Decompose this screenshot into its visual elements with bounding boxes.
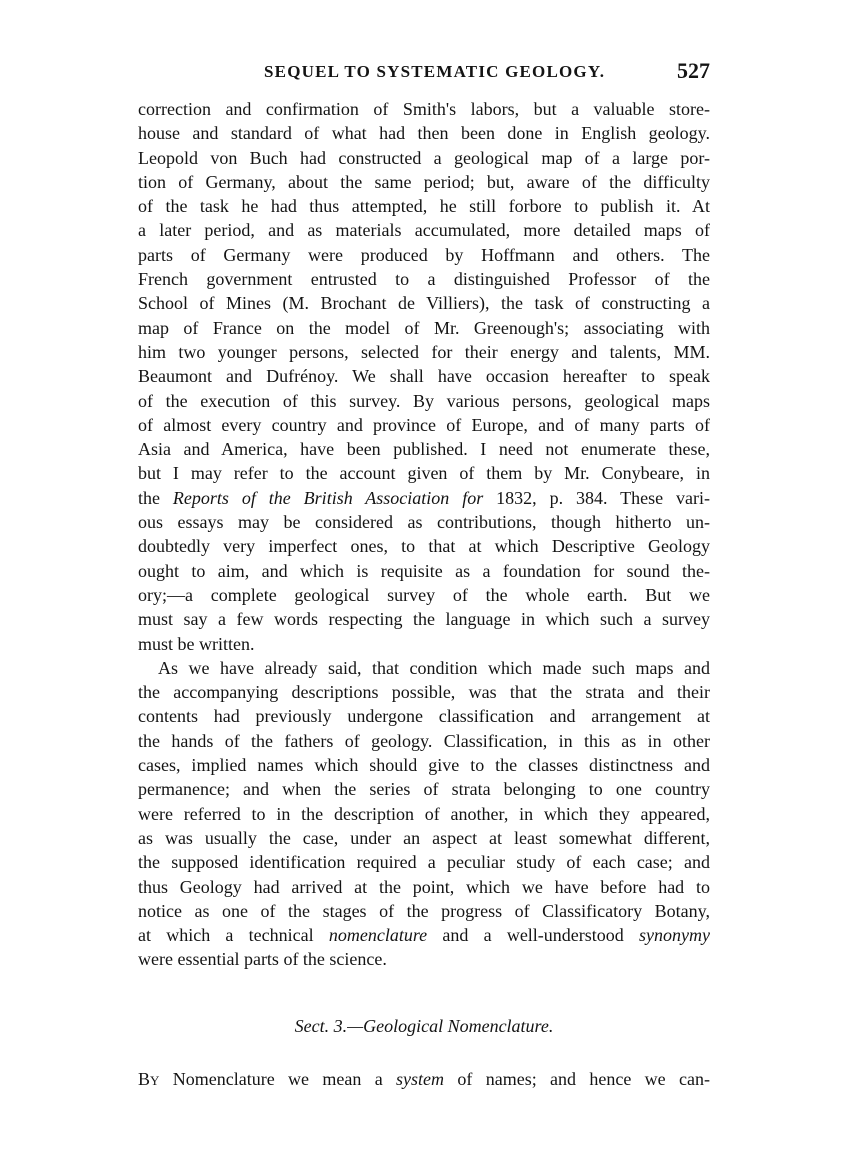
text-line: As we have already said, that condition which made such maps and — [158, 657, 710, 678]
running-head — [138, 58, 710, 88]
section-number: Sect. 3.— — [294, 1016, 364, 1036]
text-run: of names; and hence we can- — [444, 1069, 710, 1089]
text-line: were referred to in the description of another, in which they appeared, — [138, 803, 710, 824]
text-run: Nomenclature we mean a — [159, 1069, 397, 1089]
text-line: French government entrusted to a distinguished Professor of the — [138, 269, 710, 290]
text-line: permanence; and when the series of strata belonging to one country — [138, 779, 710, 800]
text-line: but I may refer to the account given of them by Mr. Conybeare, in — [138, 463, 710, 484]
text-line-with-italic — [138, 923, 710, 947]
paragraph-2 — [138, 656, 710, 972]
text-line: were essential parts of the science. — [138, 949, 387, 970]
text-line: cases, implied names which should give to the classes distinctness and — [138, 755, 710, 776]
text-run: and a well-understood — [427, 925, 640, 946]
text-line: must say a few words respecting the language in which such a survey — [138, 609, 710, 630]
text-line: Beaumont and Dufrénoy. We shall have occasion hereafter to speak — [138, 366, 710, 387]
italic-term: system — [396, 1069, 445, 1089]
text-line: of the execution of this survey. By various persons, geological maps — [138, 390, 710, 411]
text-line: Leopold von Buch had constructed a geological map of a large por- — [138, 147, 710, 168]
text-line: Asia and America, have been published. I need not enumerate these, — [138, 439, 710, 460]
text-run: the — [138, 487, 173, 508]
text-line: School of Mines (M. Brochant de Villiers), the task of constructing a — [138, 293, 710, 314]
italic-title: Reports of the British Association for — [172, 487, 484, 508]
text-line: him two younger persons, selected for their energy and talents, MM. — [138, 341, 710, 362]
text-line: house and standard of what had then been done in English geology. — [138, 123, 710, 144]
text-line: notice as one of the stages of the progress of Classificatory Botany, — [138, 900, 710, 921]
page-number: 527 — [677, 58, 710, 83]
italic-term: nomenclature — [328, 925, 428, 946]
section-title: Geological Nomenclature. — [363, 1016, 554, 1036]
body-text — [138, 97, 710, 972]
text-line-with-italic — [138, 1067, 710, 1091]
text-line: ought to aim, and which is requisite as a foundation for sound the- — [138, 560, 710, 581]
small-caps-opening: By — [138, 1069, 160, 1089]
text-line: contents had previously undergone classification and arrangement at — [138, 706, 710, 727]
text-line: tion of Germany, about the same period; but, aware of the difficulty — [138, 171, 710, 192]
text-line: thus Geology had arrived at the point, which we have before had to — [138, 876, 710, 897]
text-line: doubtedly very imperfect ones, to that at which Descriptive Geology — [138, 536, 710, 557]
text-line: the accompanying descriptions possible, was that the strata and their — [138, 682, 710, 703]
italic-term: synonymy — [639, 925, 710, 946]
text-run: 1832, p. 384. These vari- — [483, 487, 710, 508]
text-line: ory;—a complete geological survey of the whole earth. But we — [138, 584, 710, 605]
text-line: of the task he had thus attempted, he still forbore to publish it. At — [138, 196, 710, 217]
section-heading — [138, 1016, 710, 1037]
text-line: the supposed identification required a peculiar study of each case; and — [138, 852, 710, 873]
text-line: of almost every country and province of Europe, and of many parts of — [138, 414, 710, 435]
text-line: must be written. — [138, 633, 255, 654]
text-line-with-italic — [138, 486, 710, 510]
text-line: ous essays may be considered as contributions, though hitherto un- — [138, 512, 710, 533]
text-run: at which a technical — [138, 925, 329, 946]
text-line: a later period, and as materials accumulated, more detailed maps of — [138, 220, 710, 241]
running-title: SEQUEL TO SYSTEMATIC GEOLOGY. — [264, 62, 606, 81]
paragraph-1 — [138, 97, 710, 656]
text-line: correction and confirmation of Smith's labors, but a valuable store- — [138, 99, 710, 119]
text-line: as was usually the case, under an aspect at least somewhat different, — [138, 827, 710, 848]
text-line: parts of Germany were produced by Hoffmann and others. The — [138, 244, 710, 265]
text-line: the hands of the fathers of geology. Classification, in this as in other — [138, 730, 710, 751]
text-line: map of France on the model of Mr. Greenough's; associating with — [138, 317, 710, 338]
